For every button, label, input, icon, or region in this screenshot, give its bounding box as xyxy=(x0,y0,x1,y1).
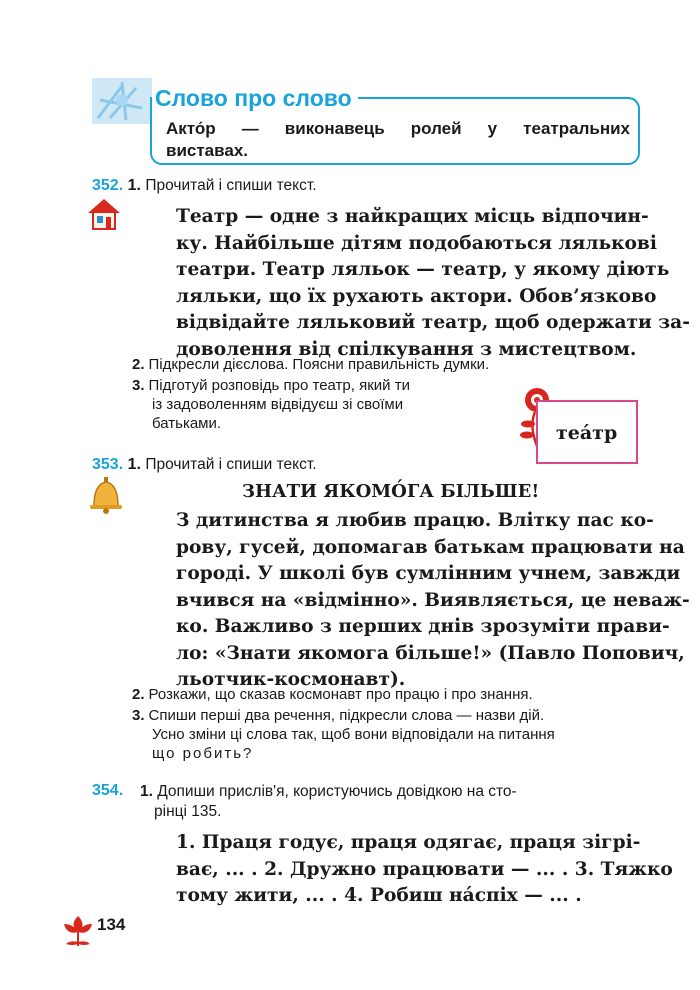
word-box-topline xyxy=(342,97,624,99)
exercise-353-title: ЗНАТИ ЯКОМО́ГА БІЛЬШЕ! xyxy=(242,481,540,502)
exercise-353-task3 xyxy=(132,706,544,725)
task-text: Підкресли дієслова. Поясни правильність думки. xyxy=(148,356,490,373)
text-line: льотчик-космонавт). xyxy=(176,669,406,690)
text-line: ває, ... . 2. Дружно працювати — ... . 3. Тяжко xyxy=(176,858,673,880)
vocabulary-word: теа́тр xyxy=(556,422,618,444)
word-box-definition xyxy=(166,118,630,162)
text-line: доволення від спілкування з мистецтвом. xyxy=(176,338,637,360)
task-text: Прочитай і спиши текст. xyxy=(145,456,317,473)
exercise-353-text xyxy=(176,508,690,694)
task-number: 3. xyxy=(132,377,145,394)
word-box-term: Акто́р xyxy=(166,119,216,138)
exercise-352-text xyxy=(176,204,690,363)
text-line: ляльки, що їх рухають актори. Обов’язково xyxy=(176,285,657,307)
task-number: 2. xyxy=(132,686,145,703)
task-number: 1. xyxy=(127,177,141,194)
text-line: ку. Найбільше дітям подобаються лялькові xyxy=(176,232,657,254)
exercise-352-task2 xyxy=(132,355,489,374)
text-line: ло: «Знати якомога більше!» (Павло Попович, xyxy=(176,642,685,664)
text-line: Театр — одне з найкращих місць відпочин- xyxy=(176,206,649,227)
text-line: відвідайте ляльковий театр, щоб одержати за- xyxy=(176,312,690,333)
exercise-352-header xyxy=(92,176,317,196)
text-line: вчився на «відмінно». Виявляється, це неваж- xyxy=(176,589,690,611)
exercise-353-task2 xyxy=(132,685,533,704)
exercise-number: 353. xyxy=(92,456,124,473)
text-line: городі. У школі був сумлінним учнем, завжди xyxy=(176,563,681,584)
text-line: З дитинства я любив працю. Влітку пас ко- xyxy=(176,510,654,531)
word-box-right-corner xyxy=(610,97,640,119)
exercise-number: 352. xyxy=(92,177,124,194)
task-number: 1. xyxy=(127,456,141,473)
task-text-line2: рінці 135. xyxy=(154,803,222,820)
task-text: Розкажи, що сказав космонавт про працю і про знання. xyxy=(148,686,533,703)
text-line: 1. Праця годує, праця одягає, праця зігрі- xyxy=(176,832,641,853)
page-number: 134 xyxy=(97,915,126,934)
text-line: рову, гусей, допомагав батькам працювати на xyxy=(176,536,685,558)
task-number: 3. xyxy=(132,707,145,724)
task-number: 2. xyxy=(132,356,145,373)
exercise-number: 354. xyxy=(92,782,124,799)
word-box-definition-line1: — виконавець ролей у театральних xyxy=(215,119,630,138)
exercise-354-text xyxy=(176,830,673,910)
word-box-decoration xyxy=(92,78,152,124)
exercise-352-task3 xyxy=(132,376,410,395)
task-text: Спиши перші два речення, підкресли слова — назви дій. xyxy=(148,707,545,724)
task-text: Підготуй розповідь про театр, який ти xyxy=(148,377,410,394)
task-text: Допиши прислів'я, користуючись довідкою на сто- xyxy=(157,783,517,800)
house-icon xyxy=(86,197,122,236)
exercise-352-task3-line3: батьками. xyxy=(152,415,222,432)
exercise-353-task3-line3: що робить? xyxy=(152,745,254,762)
exercise-352-task3-line2: із задоволенням відвідуєш зі своїми xyxy=(152,396,404,413)
text-line: ко. Важливо з перших днів зрозуміти прави- xyxy=(176,616,670,637)
word-box-heading: Слово про слово xyxy=(155,85,358,112)
exercise-353-task3-line2: Усно зміни ці слова так, щоб вони відповідали на питання xyxy=(152,726,555,743)
bell-icon xyxy=(84,474,128,519)
snowflake-decor-icon xyxy=(92,78,152,124)
exercise-353-header xyxy=(92,455,317,475)
exercise-354-task1 xyxy=(140,782,636,822)
text-line: театри. Театр ляльок — театр, у якому діють xyxy=(176,259,670,280)
page-flower-icon xyxy=(60,912,96,953)
text-line: тому жити, ... . 4. Робиш на́спіх — ... . xyxy=(176,885,582,906)
task-text: Прочитай і спиши текст. xyxy=(145,177,317,194)
task-number: 1. xyxy=(140,783,153,800)
word-box-definition-line2: виставах. xyxy=(166,141,248,160)
